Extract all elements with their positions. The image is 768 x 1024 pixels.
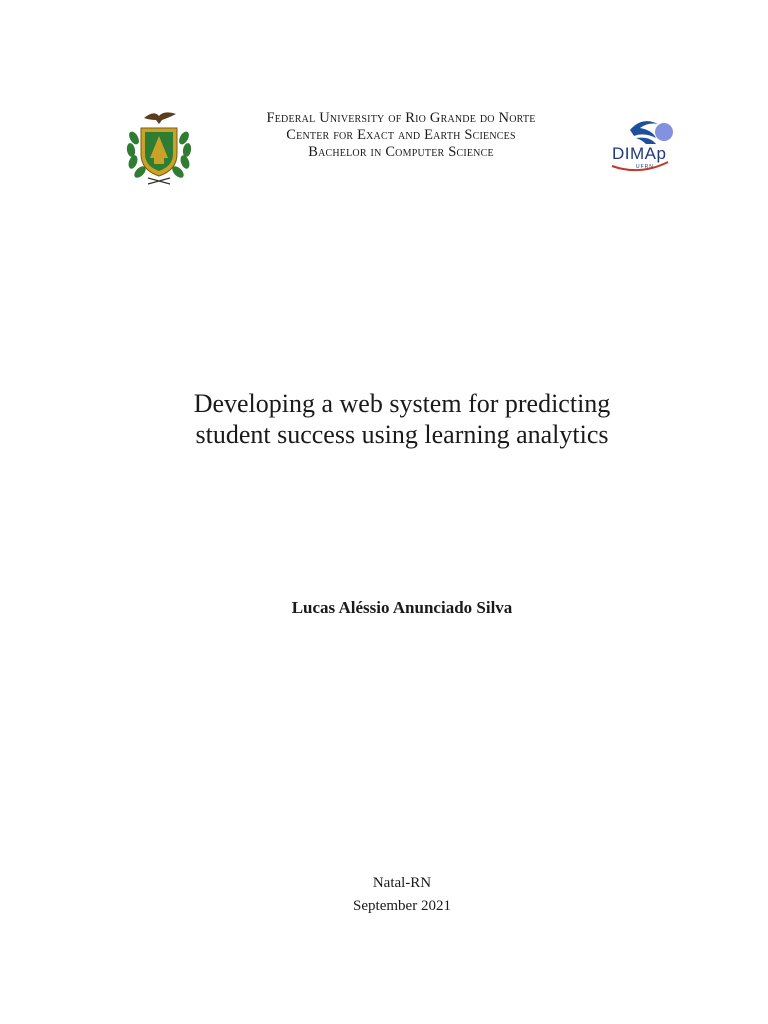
university-crest-logo [124,108,194,186]
dimap-logo [606,114,682,176]
date-text: September 2021 [353,898,451,914]
header [0,104,768,194]
dimap-logo-subtext: UFRN [636,164,654,170]
center-name: Center for Exact and Earth Sciences [286,127,516,143]
dimap-logo-text: DIMAp [612,144,667,163]
place-date-block [200,872,604,918]
university-crest-icon [124,108,194,186]
institution-block [200,110,602,161]
thesis-title [100,388,704,450]
program-name: Bachelor in Computer Science [308,144,494,160]
author-name: Lucas Aléssio Anunciado Silva [291,598,513,617]
thesis-title-line: Developing a web system for predicting [193,389,611,418]
university-name: Federal University of Rio Grande do Norte [266,110,536,126]
place-text: Natal-RN [372,875,432,891]
thesis-title-line: student success using learning analytics [195,420,609,449]
